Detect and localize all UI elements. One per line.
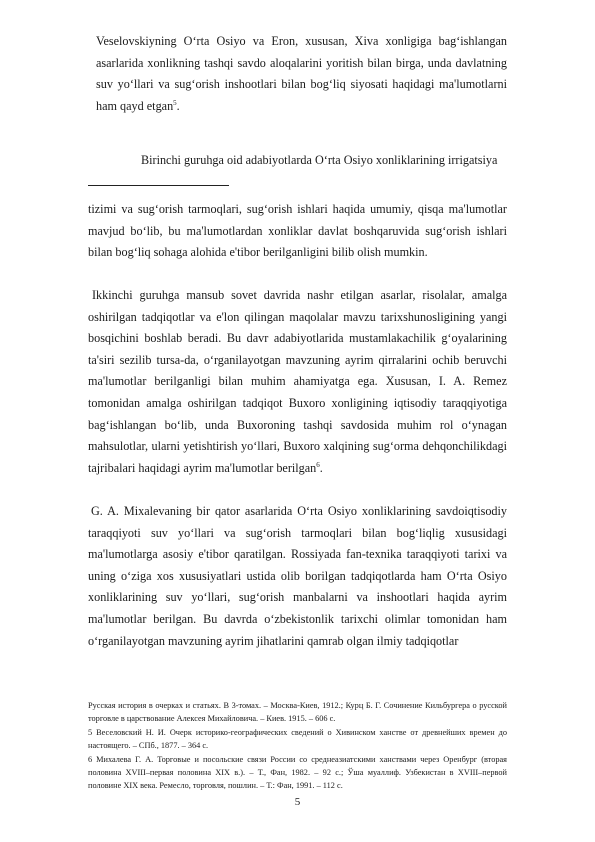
footnote-6: 6 Михалева Г. А. Торговые и посольские связи России со среднеазиатскими ханствами через Оренбург (вторая половина XVIII–первая половина XIX в.). – Т., Фан, 1982. – 92 с.; Ўша муаллиф. Узбекистан в XVIII–первой половине XIX века. Ремесло, торговля, пошлин. – Т.: Фан, 1991. – 112 с.	[88, 755, 507, 791]
intro-paragraph-text: Veselovskiyning O‘rta Osiyo va Eron, xususan, Xiva xonligiga bag‘ishlangan asarlarida xonlikning tashqi savdo aloqalarini yoritish bilan birga, unda davlatning suv yo‘llari va sug‘orish inshootlari bilan bog‘liq siyosati haqidagi ma'lumotlarni ham qayd etgan	[96, 34, 507, 113]
footnote-5: 5 Веселовский Н. И. Очерк историко-географических сведений о Хивинском ханстве от древнейших времен до настоящего. – СПб., 1877. – 364 с.	[88, 728, 507, 751]
footnote-continued: Русская история в очерках и статьях. В 3-томах. – Москва-Киев, 1912.; Курц Б. Г. Сочинение Кильбургера о русской торговле в царствование Алексея Михайловича. – Киев. 1915. – 606 с.	[88, 701, 507, 724]
intro-paragraph	[96, 31, 507, 117]
section-divider	[88, 185, 229, 186]
body-paragraph-2-tail: .	[319, 460, 323, 475]
footnote-ref-5[interactable]: 5	[173, 98, 177, 107]
body-paragraph-2-text: Ikkinchi guruhga mansub sovet davrida nashr etilgan asarlar, risolalar, amalga oshirilgan tadqiqotlar va e'lon qilingan maqolalar mavzu tarixshunosligining yangi bosqichini boshlab beradi. Bu davr adabiyotlarida mustamlakachilik g‘oyalarining ta'siri sezilib tursa-da, o‘rganilayotgan mavzuning ayrim qirralarini ochib beruvchi ma'lumotlar berilganligi bilan muhim ahamiyatga ega. Xususan, I. A. Remez tomonidan amalga oshirilgan tadqiqot Buxoro xonligining iqtisodiy taraqqiyotiga bag‘ishlangan bo‘lib, unda Buxoroning tashqi savdosida muhim rol o‘ynagan mahsulotlar, ularni yetishtirish yo‘llari, Buxoro xalqining sug‘orma dehqonchilikdagi tajribalari haqidagi ayrim ma'lumotlar berilgan	[88, 288, 507, 475]
first-group-line: Birinchi guruhga oid adabiyotlarda O‘rta Osiyo xonliklarining irrigatsiya	[141, 153, 498, 167]
body-paragraph-1: tizimi va sug‘orish tarmoqlari, sug‘orish ishlari haqida umumiy, qisqa ma'lumotlar mavjud bo‘lib, bu ma'lumotlardan xonliklar davlat boshqaruvida sug‘orish ishlari bilan bog‘liq sohaga alohida e'tibor berilganligini bilib olish mumkin.	[88, 202, 507, 260]
footnote-ref-6[interactable]: 6	[316, 460, 320, 469]
intro-paragraph-tail: .	[176, 98, 180, 113]
body-paragraph-3: G. A. Mixalevaning bir qator asarlarida O‘rta Osiyo xonliklarining savdoiqtisodiy taraqqiyoti suv yo‘llari va sug‘orish tarmoqlari bilan bog‘liqlig xususidagi ma'lumotlarga asosiy e'tibor qaratilgan. Rossiyada fan-texnika taraqqiyoti tarixi va uning o‘ziga xos xususiyatlari ustida olib borilgan tadqiqotlarda ham O‘rta Osiyo xonliklarining suv yo‘llari, sug‘orish manbalarni va inshootlari haqida ayrim ma'lumotlar berilgan. Bu davrda o‘zbekistonlik tarixchi olimlar tomonidan ham o‘rganilayotgan mavzuning ayrim jihatlarini qamrab olgan ilmiy tadqiqotlar	[88, 504, 507, 648]
body-paragraph-2	[88, 285, 507, 479]
footnote-divider	[88, 697, 507, 698]
page-number: 5	[294, 796, 301, 808]
